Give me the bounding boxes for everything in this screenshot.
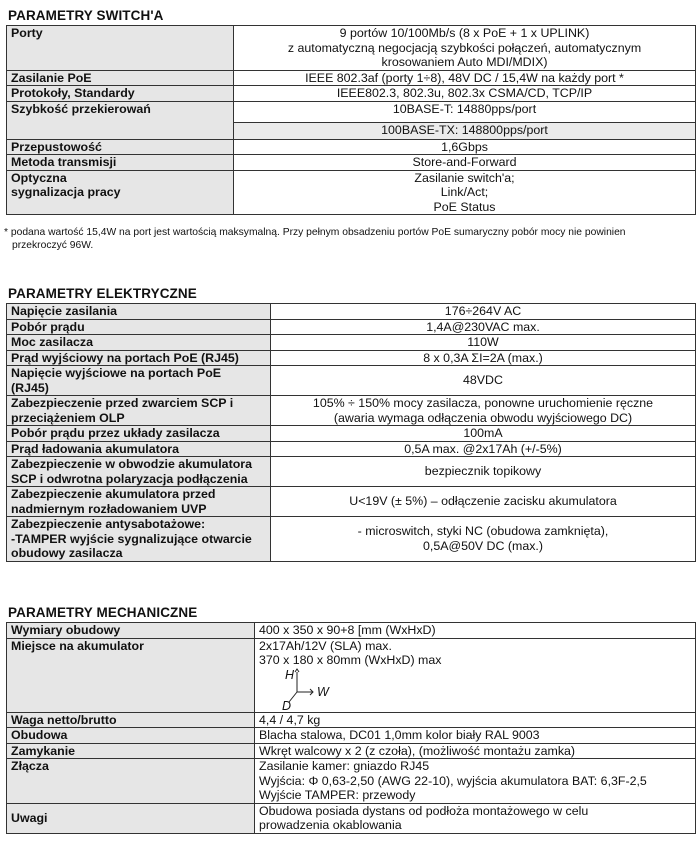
row-label: Zasilanie PoE: [7, 70, 234, 86]
electrical-section-title: PARAMETRY ELEKTRYCZNE: [8, 286, 197, 301]
switch-section-title: PARAMETRY SWITCH'A: [8, 8, 164, 23]
row-label: Miejsce na akumulator: [7, 638, 255, 712]
table-row: [7, 304, 696, 320]
footnote-line: * podana wartość 15,4W na port jest wartością maksymalną. Przy pełnym obsadzeniu portów PoE sumaryczny pobór mocy nie powinien: [4, 227, 626, 238]
row-label: Protokoły, Standardy: [7, 86, 234, 102]
row-value: [271, 487, 696, 517]
label-line: Napięcie zasilania: [11, 304, 118, 318]
label-line: (RJ45): [11, 380, 49, 395]
table-row: [7, 170, 696, 215]
row-value: [255, 759, 696, 804]
label-line: Prąd wyjściowy na portach PoE (RJ45): [11, 350, 239, 365]
value-line: Obudowa posiada dystans od podłoża montażowego w celu: [259, 803, 589, 818]
table-row: [7, 517, 696, 562]
row-label: [7, 304, 271, 320]
table-row: [7, 139, 696, 155]
label-line: obudowy zasilacza: [11, 546, 123, 560]
axis-diagram: [277, 668, 691, 712]
row-value: [271, 457, 696, 487]
row-value: [271, 441, 696, 457]
label-line: nadmiernym rozładowaniem UVP: [11, 501, 207, 516]
row-label: [7, 487, 271, 517]
row-value: [255, 803, 696, 833]
label-line: SCP i odwrotna polaryzacja podłączenia: [11, 471, 248, 486]
row-value: [234, 26, 696, 71]
row-label: [7, 366, 271, 396]
row-value: [271, 426, 696, 442]
row-label: [7, 426, 271, 442]
table-row: [7, 86, 696, 102]
table-row: [7, 70, 696, 86]
table-row: [7, 426, 696, 442]
row-label: [7, 170, 234, 215]
label-line: Pobór prądu przez układy zasilacza: [11, 426, 220, 440]
label-line: Zabezpieczenie przed zwarciem SCP i: [11, 396, 234, 410]
table-row: [7, 396, 696, 426]
value-line: 9 portów 10/100Mb/s (8 x PoE + 1 x UPLINK): [339, 26, 590, 40]
row-value: 10BASE-T: 14880pps/port: [234, 101, 696, 122]
value-line: 100mA: [463, 426, 503, 440]
row-value: [271, 350, 696, 366]
row-label: [7, 441, 271, 457]
electrical-params-table: [6, 303, 696, 562]
row-value: [271, 517, 696, 562]
value-line: prowadzenia okablowania: [259, 818, 402, 832]
value-line: krosowaniem Auto MDI/MDIX): [381, 55, 548, 69]
label-line: Napięcie wyjściowe na portach PoE: [11, 366, 222, 380]
value-line: bezpiecznik topikowy: [424, 464, 542, 479]
value-line: U<19V (± 5%) – odłączenie zacisku akumulatora: [349, 494, 617, 509]
label-line: -TAMPER wyjście sygnalizujące otwarcie: [11, 531, 252, 546]
value-line: 105% ÷ 150% mocy zasilacza, ponowne uruchomienie ręczne: [312, 396, 654, 410]
row-label: [7, 457, 271, 487]
value-line: Link/Act;: [440, 185, 489, 199]
row-label: [7, 396, 271, 426]
row-value: 100BASE-TX: 148800pps/port: [234, 122, 696, 139]
label-line: przeciążeniem OLP: [11, 410, 125, 425]
table-row: [7, 26, 696, 71]
label-line: Prąd ładowania akumulatora: [11, 441, 180, 456]
table-row: [7, 743, 696, 759]
row-label: [7, 319, 271, 335]
row-value: IEEE802.3, 802.3u, 802.3x CSMA/CD, TCP/IP: [234, 86, 696, 102]
value-line: Zasilanie switch'a;: [414, 170, 515, 185]
row-value: 1,6Gbps: [234, 139, 696, 155]
table-row: [7, 759, 696, 804]
row-label: Obudowa: [7, 728, 255, 744]
table-row: [7, 487, 696, 517]
value-line: - microswitch, styki NC (obudowa zamknięta),: [357, 524, 609, 539]
row-value: IEEE 802.3af (porty 1÷8), 48V DC / 15,4W na każdy port *: [234, 70, 696, 86]
axis-h-label: H: [285, 667, 295, 682]
table-row: [7, 441, 696, 457]
table-row: [7, 623, 696, 639]
footnote-line: przekroczyć 96W.: [12, 240, 94, 251]
row-label: Metoda transmisji: [7, 155, 234, 171]
value-line: 8 x 0,3A ΣI=2A (max.): [423, 350, 543, 365]
table-row: [7, 101, 696, 122]
value-line: (awaria wymaga odłączenia obwodu wyjściowego DC): [333, 410, 633, 425]
value-line: 370 x 180 x 80mm (WxHxD) max: [259, 653, 442, 667]
row-value: Store-and-Forward: [234, 155, 696, 171]
label-line: sygnalizacja pracy: [11, 185, 121, 199]
table-row: [7, 155, 696, 171]
axis-w-label: W: [317, 684, 329, 699]
row-label: [7, 335, 271, 351]
row-value: Wkręt walcowy x 2 (z czoła), (możliwość montażu zamka): [255, 743, 696, 759]
axis-d-label: D: [282, 698, 292, 713]
row-value: [271, 319, 696, 335]
row-value: [234, 170, 696, 215]
row-value: [255, 638, 696, 712]
switch-params-table: [6, 25, 696, 215]
table-row: [7, 366, 696, 396]
row-label: Szybkość przekierowań: [7, 101, 234, 139]
row-value: [271, 335, 696, 351]
row-label: Przepustowość: [7, 139, 234, 155]
value-line: z automatyczną negocjacją szybkości połączeń, automatycznym: [287, 40, 642, 55]
row-label: [7, 517, 271, 562]
row-label: Uwagi: [7, 803, 255, 833]
mechanical-section-title: PARAMETRY MECHANICZNE: [8, 605, 198, 620]
row-label: Wymiary obudowy: [7, 623, 255, 639]
row-value: Blacha stalowa, DC01 1,0mm kolor biały RAL 9003: [255, 728, 696, 744]
table-row: [7, 712, 696, 728]
row-label: Porty: [7, 26, 234, 71]
footnote: [4, 226, 694, 252]
label-line: Pobór prądu: [11, 319, 85, 334]
value-line: 1,4A@230VAC max.: [426, 319, 540, 334]
label-line: Zabezpieczenie antysabotażowe:: [11, 517, 206, 531]
label-line: Zabezpieczenie w obwodzie akumulatora: [11, 457, 252, 471]
label-line: Optyczna: [11, 170, 67, 185]
value-line: 0,5A@50V DC (max.): [423, 538, 543, 553]
mechanical-params-table: [6, 622, 696, 834]
value-line: 0,5A max. @2x17Ah (+/-5%): [404, 441, 562, 456]
row-label: [7, 350, 271, 366]
value-line: Wyjście TAMPER: przewody: [259, 788, 416, 802]
table-row: [7, 350, 696, 366]
label-line: Moc zasilacza: [11, 335, 93, 349]
row-value: [271, 366, 696, 396]
value-line: PoE Status: [433, 199, 496, 214]
table-row: [7, 335, 696, 351]
row-label: Zamykanie: [7, 743, 255, 759]
value-line: 2x17Ah/12V (SLA) max.: [259, 638, 392, 653]
table-row: [7, 638, 696, 712]
row-value: 4,4 / 4,7 kg: [255, 712, 696, 728]
row-value: [271, 396, 696, 426]
value-line: 110W: [467, 335, 499, 349]
value-line: 48VDC: [463, 373, 503, 388]
row-value: [271, 304, 696, 320]
value-line: Wyjścia: Φ 0,63-2,50 (AWG 22-10), wyjścia akumulatora BAT: 6,3F-2,5: [259, 773, 647, 788]
table-row: [7, 728, 696, 744]
value-line: 176÷264V AC: [444, 304, 522, 318]
table-row: [7, 803, 696, 833]
table-row: [7, 457, 696, 487]
label-line: Zabezpieczenie akumulatora przed: [11, 487, 216, 501]
row-value: 400 x 350 x 90+8 [mm (WxHxD): [255, 623, 696, 639]
table-row: [7, 319, 696, 335]
value-line: Zasilanie kamer: gniazdo RJ45: [259, 759, 430, 773]
row-label: Waga netto/brutto: [7, 712, 255, 728]
row-label: Złącza: [7, 759, 255, 804]
